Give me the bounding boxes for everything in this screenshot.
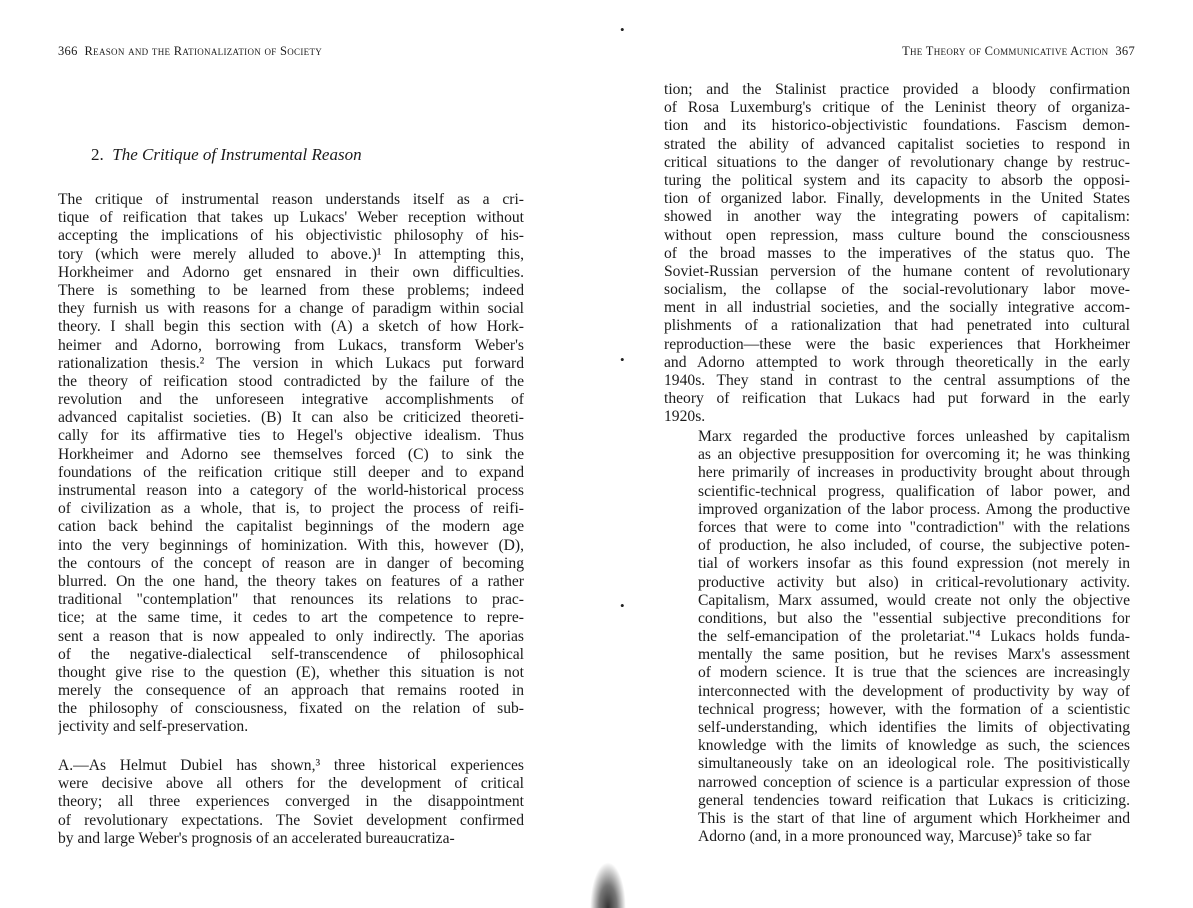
text-line: improved organization of the labor process. Among the productive	[698, 500, 1130, 518]
text-line: reproduction—these were the basic experiences that Horkheimer	[664, 335, 1130, 353]
text-line: forces that were to come into "contradiction" with the relations	[698, 518, 1130, 536]
text-line: tion; and the Stalinist practice provided a bloody confirmation	[664, 81, 1130, 98]
gutter-speck: •	[620, 598, 625, 613]
text-line: the self-emancipation of the proletariat."⁴ Lukacs holds funda-	[698, 628, 1130, 646]
text-line: conditions, but also the "essential subjective preconditions for	[698, 609, 1130, 627]
binding-shadow	[590, 862, 626, 908]
text-line: were decisive above all others for the development of critical	[58, 775, 524, 793]
text-line: the philosophy of consciousness, fixated on the relation of sub-	[58, 700, 524, 718]
left-page-number: 366	[58, 44, 78, 58]
text-line: the theory of reification stood contradicted by the failure of the	[58, 372, 524, 390]
text-line: of revolutionary expectations. The Soviet development confirmed	[58, 811, 524, 829]
text-line: cation back behind the capitalist beginnings of the modern age	[58, 518, 524, 536]
left-paragraph-1	[58, 191, 524, 737]
section-number: 2.	[91, 145, 104, 164]
text-line: here primarily of increases in productivity brought about through	[698, 464, 1130, 482]
text-line: knowledge with the limits of knowledge as such, the sciences	[698, 737, 1130, 755]
text-line: merely the consequence of an approach that remains rooted in	[58, 682, 524, 700]
text-line: into the very beginnings of hominization. With this, however (D),	[58, 536, 524, 554]
text-line: the contours of the concept of reason are in danger of becoming	[58, 554, 524, 572]
text-line: of modern science. It is true that the sciences are increasingly	[698, 664, 1130, 682]
text-line: The critique of instrumental reason understands itself as a cri-	[58, 191, 524, 208]
text-line: ment in all industrial societies, and the socially integrative accom-	[664, 299, 1130, 317]
text-line: and Adorno attempted to work through theoretically in the early	[664, 353, 1130, 371]
text-line: as an objective presupposition for overcoming it; he was thinking	[698, 446, 1130, 464]
text-line: critical situations to the danger of revolutionary change by restruc-	[664, 153, 1130, 171]
text-line: socialism, the collapse of the social-revolutionary labor move-	[664, 281, 1130, 299]
text-line: foundations of the reification critique still deeper and to expand	[58, 463, 524, 481]
left-running-header	[58, 44, 322, 59]
text-line: A.—As Helmut Dubiel has shown,³ three historical experiences	[58, 757, 524, 774]
text-line: theory of reification that Lukacs had put forward in the early	[664, 390, 1130, 408]
text-line: tice; at the same time, it cedes to art the competence to repre-	[58, 609, 524, 627]
text-line: mentally the same position, but he revises Marx's assessment	[698, 646, 1130, 664]
text-line: 1920s.	[664, 408, 706, 426]
text-line: of production, he also included, of course, the subjective poten-	[698, 537, 1130, 555]
text-line: they furnish us with reasons for a change of paradigm within social	[58, 300, 524, 318]
text-line: Marx regarded the productive forces unleashed by capitalism	[698, 428, 1130, 445]
text-line: by and large Weber's prognosis of an accelerated bureaucratiza-	[58, 829, 455, 847]
left-paragraph-2	[58, 757, 524, 848]
section-heading	[91, 145, 362, 165]
text-line: showed in another way the integrating powers of capitalism:	[664, 208, 1130, 226]
text-line: of Rosa Luxemburg's critique of the Leninist theory of organiza-	[664, 99, 1130, 117]
text-line: There is something to be learned from these problems; indeed	[58, 281, 524, 299]
text-line: Soviet-Russian perversion of the humane content of revolutionary	[664, 262, 1130, 280]
text-line: technical progress; however, with the formation of a scientistic	[698, 700, 1130, 718]
text-line: accepting the implications of his objectivistic philosophy of his-	[58, 227, 524, 245]
text-line: narrowed conception of science is a particular expression of those	[698, 773, 1130, 791]
text-line: heimer and Adorno, borrowing from Lukacs, transform Weber's	[58, 336, 524, 354]
right-paragraph-1	[664, 81, 1130, 427]
text-line: Horkheimer and Adorno see themselves forced (C) to sink the	[58, 445, 524, 463]
text-line: tique of reification that takes up Lukacs' Weber reception without	[58, 209, 524, 227]
text-line: scientific-technical progress, qualification of labor power, and	[698, 482, 1130, 500]
text-line: self-understanding, which identifies the limits of objectivating	[698, 719, 1130, 736]
text-line: strated the ability of advanced capitalist societies to respond in	[664, 135, 1130, 153]
text-line: blurred. On the one hand, the theory takes on features of a rather	[58, 572, 524, 590]
text-line: of the broad masses to the imperatives of the status quo. The	[664, 244, 1130, 262]
left-running-title: Reason and the Rationalization of Society	[84, 44, 323, 58]
text-line: This is the start of that line of argument which Horkheimer and	[698, 809, 1130, 827]
gutter-speck: •	[620, 352, 625, 367]
text-line: interconnected with the development of productivity by way of	[698, 682, 1130, 700]
text-line: 1940s. They stand in contrast to the central assumptions of the	[664, 372, 1130, 389]
right-running-header	[902, 44, 1135, 59]
section-title: The Critique of Instrumental Reason	[112, 145, 362, 164]
text-line: cally for its affirmative ties to Hegel's objective idealism. Thus	[58, 427, 524, 445]
text-line: tory (which were merely alluded to above.)¹ In attempting this,	[58, 245, 524, 263]
book-gutter	[586, 0, 626, 908]
text-line: sent a reason that is now appealed to only indirectly. The aporias	[58, 627, 524, 645]
text-line: thought give rise to the question (E), whether this situation is not	[58, 663, 524, 681]
text-line: turing the political system and its capacity to absorb the opposi-	[664, 171, 1130, 189]
text-line: tion of organized labor. Finally, developments in the United States	[664, 190, 1130, 208]
text-line: revolution and the unforeseen integrative accomplishments of	[58, 391, 524, 409]
text-line: of civilization as a whole, that is, to project the process of reifi-	[58, 500, 524, 518]
text-line: jectivity and self-preservation.	[58, 718, 249, 736]
text-line: general tendencies toward reification that Lukacs is criticizing.	[698, 791, 1130, 809]
text-line: rationalization thesis.² The version in which Lukacs put forward	[58, 354, 524, 372]
text-line: without open repression, mass culture bound the consciousness	[664, 226, 1130, 244]
text-line: Capitalism, Marx assumed, would create not only the objective	[698, 591, 1130, 609]
text-line: theory. I shall begin this section with (A) a sketch of how Hork-	[58, 318, 524, 336]
text-line: Adorno (and, in a more pronounced way, Marcuse)⁵ take so far	[698, 828, 1092, 846]
gutter-speck: •	[620, 22, 625, 37]
text-line: Horkheimer and Adorno get ensnared in their own difficulties.	[58, 263, 524, 281]
right-paragraph-2	[664, 428, 1130, 846]
text-line: advanced capitalist societies. (B) It can also be criticized theoreti-	[58, 409, 524, 427]
right-running-title: The Theory of Communicative Action	[902, 44, 1109, 58]
text-line: simultaneously take on an ideological role. The positivistically	[698, 755, 1130, 773]
text-line: plishments of a rationalization that had penetrated into cultural	[664, 317, 1130, 335]
right-page-number: 367	[1115, 44, 1135, 58]
text-line: tial of workers insofar as this found expression (not merely in	[698, 555, 1130, 573]
text-line: theory; all three experiences converged in the disappointment	[58, 793, 524, 811]
text-line: instrumental reason into a category of the world-historical process	[58, 482, 524, 499]
text-line: traditional "contemplation" that renounces its relations to prac-	[58, 591, 524, 609]
text-line: of the negative-dialectical self-transcendence of philosophical	[58, 645, 524, 663]
text-line: tion and its historico-objectivistic foundations. Fascism demon-	[664, 117, 1130, 135]
text-line: productive activity but also) in critical-revolutionary activity.	[698, 573, 1130, 591]
